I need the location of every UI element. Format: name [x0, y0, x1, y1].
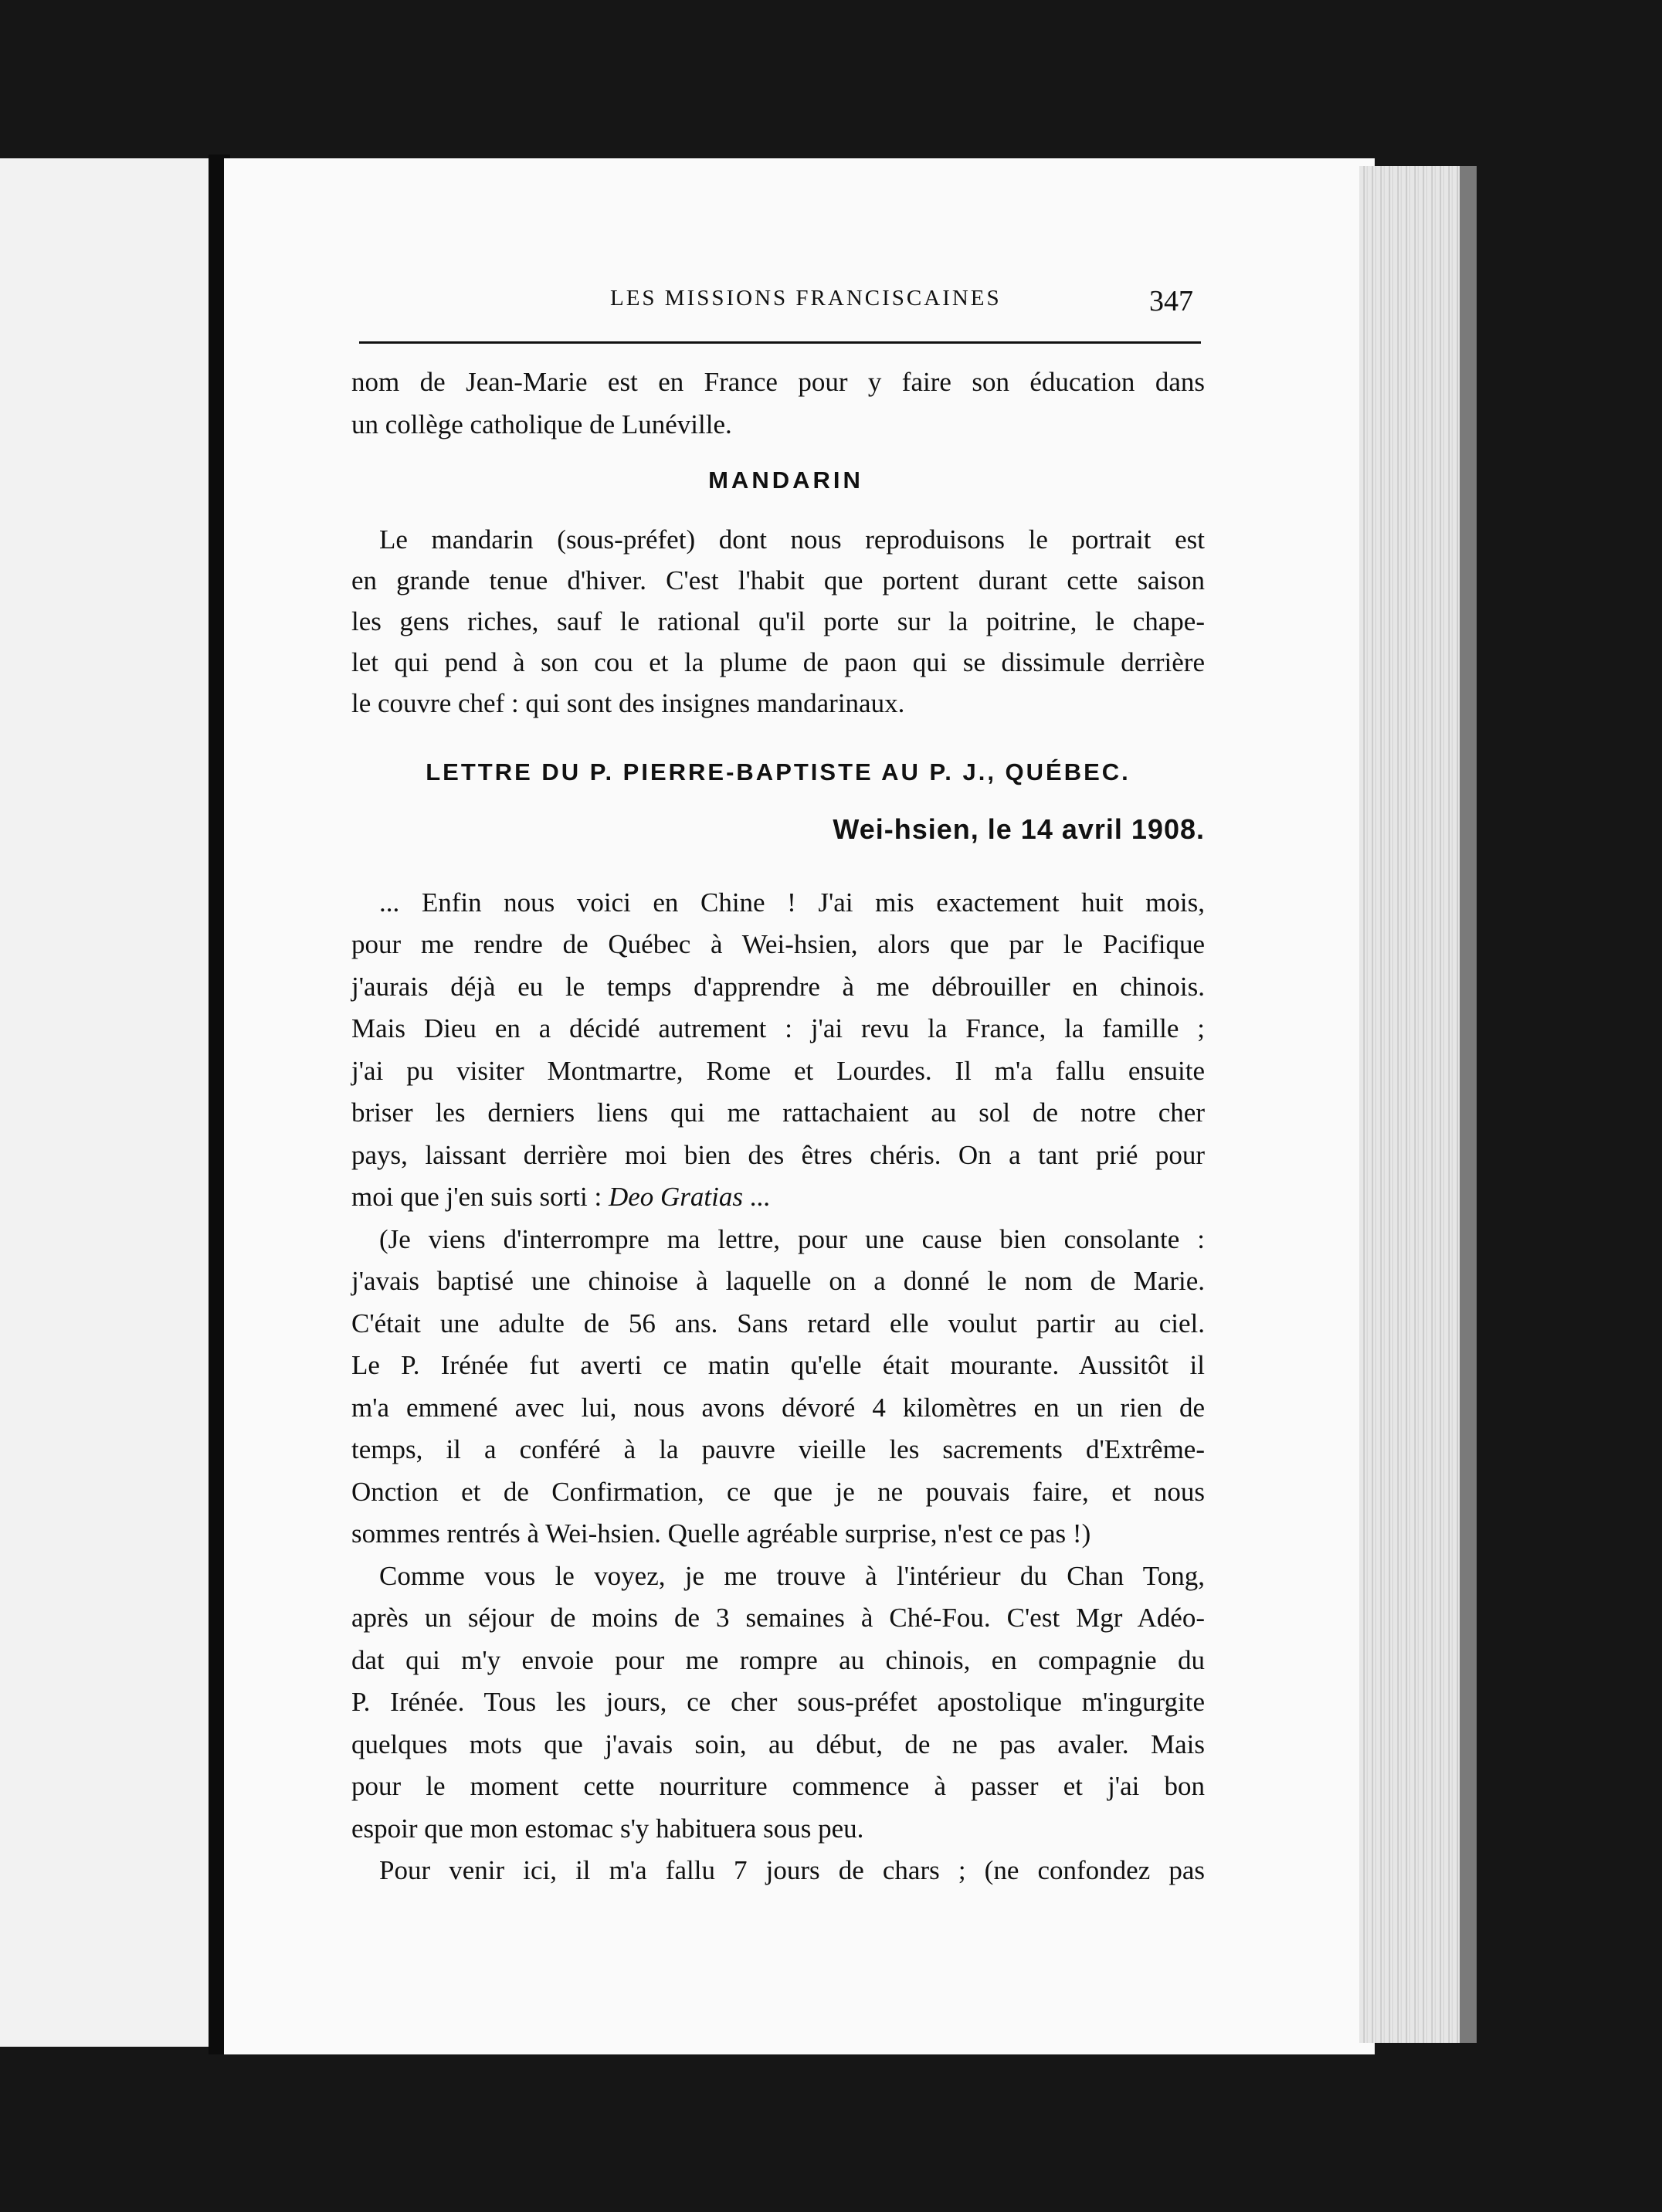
running-title: LES MISSIONS FRANCISCAINES — [610, 286, 1002, 310]
text-line: Le P. Irénée fut averti ce matin qu'elle était mourante. Aussitôt il — [351, 1350, 1205, 1380]
text-line: pour le moment cette nourriture commence à passer et j'ai bon — [351, 1771, 1205, 1801]
text-line: les gens riches, sauf le rational qu'il porte sur la poitrine, le chape- — [351, 606, 1205, 636]
text-line — [351, 1176, 1205, 1219]
page-edge-shadow — [1460, 166, 1477, 2043]
text-line: après un séjour de moins de 3 semaines à Ché-Fou. C'est Mgr Adéo- — [351, 1603, 1205, 1633]
text-line: j'aurais déjà eu le temps d'apprendre à me débrouiller en chinois. — [351, 971, 1205, 1002]
text-line: dat qui m'y envoie pour me rompre au chinois, en compagnie du — [351, 1644, 1205, 1675]
text-line: pays, laissant derrière moi bien des êtres chéris. On a tant prié pour — [351, 1139, 1205, 1170]
letter-paragraph-2 — [351, 1219, 1205, 1556]
page-number: 347 — [1149, 285, 1193, 317]
text-line: nom de Jean-Marie est en France pour y faire son éducation dans — [351, 367, 1205, 397]
text-line: en grande tenue d'hiver. C'est l'habit que portent durant cette saison — [351, 565, 1205, 595]
text-line: temps, il a conféré à la pauvre vieille les sacrements d'Extrême- — [351, 1434, 1205, 1464]
opening-paragraph — [351, 361, 1205, 446]
left-page — [0, 158, 218, 2047]
text-line: ... Enfin nous voici en Chine ! J'ai mis exactement huit mois, — [379, 887, 1205, 918]
text-line: Comme vous le voyez, je me trouve à l'intérieur du Chan Tong, — [379, 1560, 1205, 1591]
header-rule — [359, 341, 1201, 344]
letter-paragraph-3 — [351, 1556, 1205, 1851]
letter-paragraph-4 — [351, 1850, 1205, 1892]
section-heading-letter: LETTRE DU P. PIERRE-BAPTISTE AU P. J., QUÉBEC. — [426, 758, 1131, 785]
text-line: m'a emmené avec lui, nous avons dévoré 4 kilomètres en un rien de — [351, 1392, 1205, 1423]
text-line: let qui pend à son cou et la plume de paon qui se dissimule derrière — [351, 646, 1205, 677]
text-line: Mais Dieu en a décidé autrement : j'ai revu la France, la famille ; — [351, 1013, 1205, 1043]
text-line: sommes rentrés à Wei-hsien. Quelle agréable surprise, n'est ce pas !) — [351, 1518, 1091, 1549]
section-heading-mandarin: MANDARIN — [708, 466, 863, 494]
mandarin-paragraph — [351, 519, 1205, 724]
italic-phrase: Deo Gratias — [608, 1182, 743, 1212]
text-line: P. Irénée. Tous les jours, ce cher sous-préfet apostolique m'ingurgite — [351, 1687, 1205, 1717]
text-line: (Je viens d'interrompre ma lettre, pour une cause bien consolante : — [379, 1223, 1205, 1254]
text-line: espoir que mon estomac s'y habituera sous peu. — [351, 1813, 864, 1844]
text-line: pour me rendre de Québec à Wei-hsien, alors que par le Pacifique — [351, 929, 1205, 959]
body-text — [351, 361, 1205, 1892]
letter-paragraph-1 — [351, 882, 1205, 1219]
text-segment: ... — [743, 1182, 770, 1212]
text-line: Pour venir ici, il m'a fallu 7 jours de chars ; (ne confondez pas — [379, 1855, 1205, 1885]
page-edges — [1359, 166, 1467, 2043]
text-line: Onction et de Confirmation, ce que je ne pouvais faire, et nous — [351, 1476, 1205, 1507]
text-line: un collège catholique de Lunéville. — [351, 409, 732, 439]
text-line: j'ai pu visiter Montmartre, Rome et Lourdes. Il m'a fallu ensuite — [351, 1055, 1205, 1086]
text-segment: moi que j'en suis sorti : — [351, 1182, 609, 1212]
text-line: j'avais baptisé une chinoise à laquelle on a donné le nom de Marie. — [351, 1266, 1205, 1296]
text-line: briser les derniers liens qui me rattachaient au sol de notre cher — [351, 1098, 1205, 1128]
text-line: quelques mots que j'avais soin, au début, de ne pas avaler. Mais — [351, 1729, 1205, 1759]
text-line: C'était une adulte de 56 ans. Sans retard elle voulut partir au ciel. — [351, 1308, 1205, 1338]
text-line: le couvre chef : qui sont des insignes mandarinaux. — [351, 687, 905, 718]
text-line: Le mandarin (sous-préfet) dont nous reproduisons le portrait est — [379, 524, 1205, 555]
letter-dateline: Wei-hsien, le 14 avril 1908. — [833, 813, 1205, 845]
